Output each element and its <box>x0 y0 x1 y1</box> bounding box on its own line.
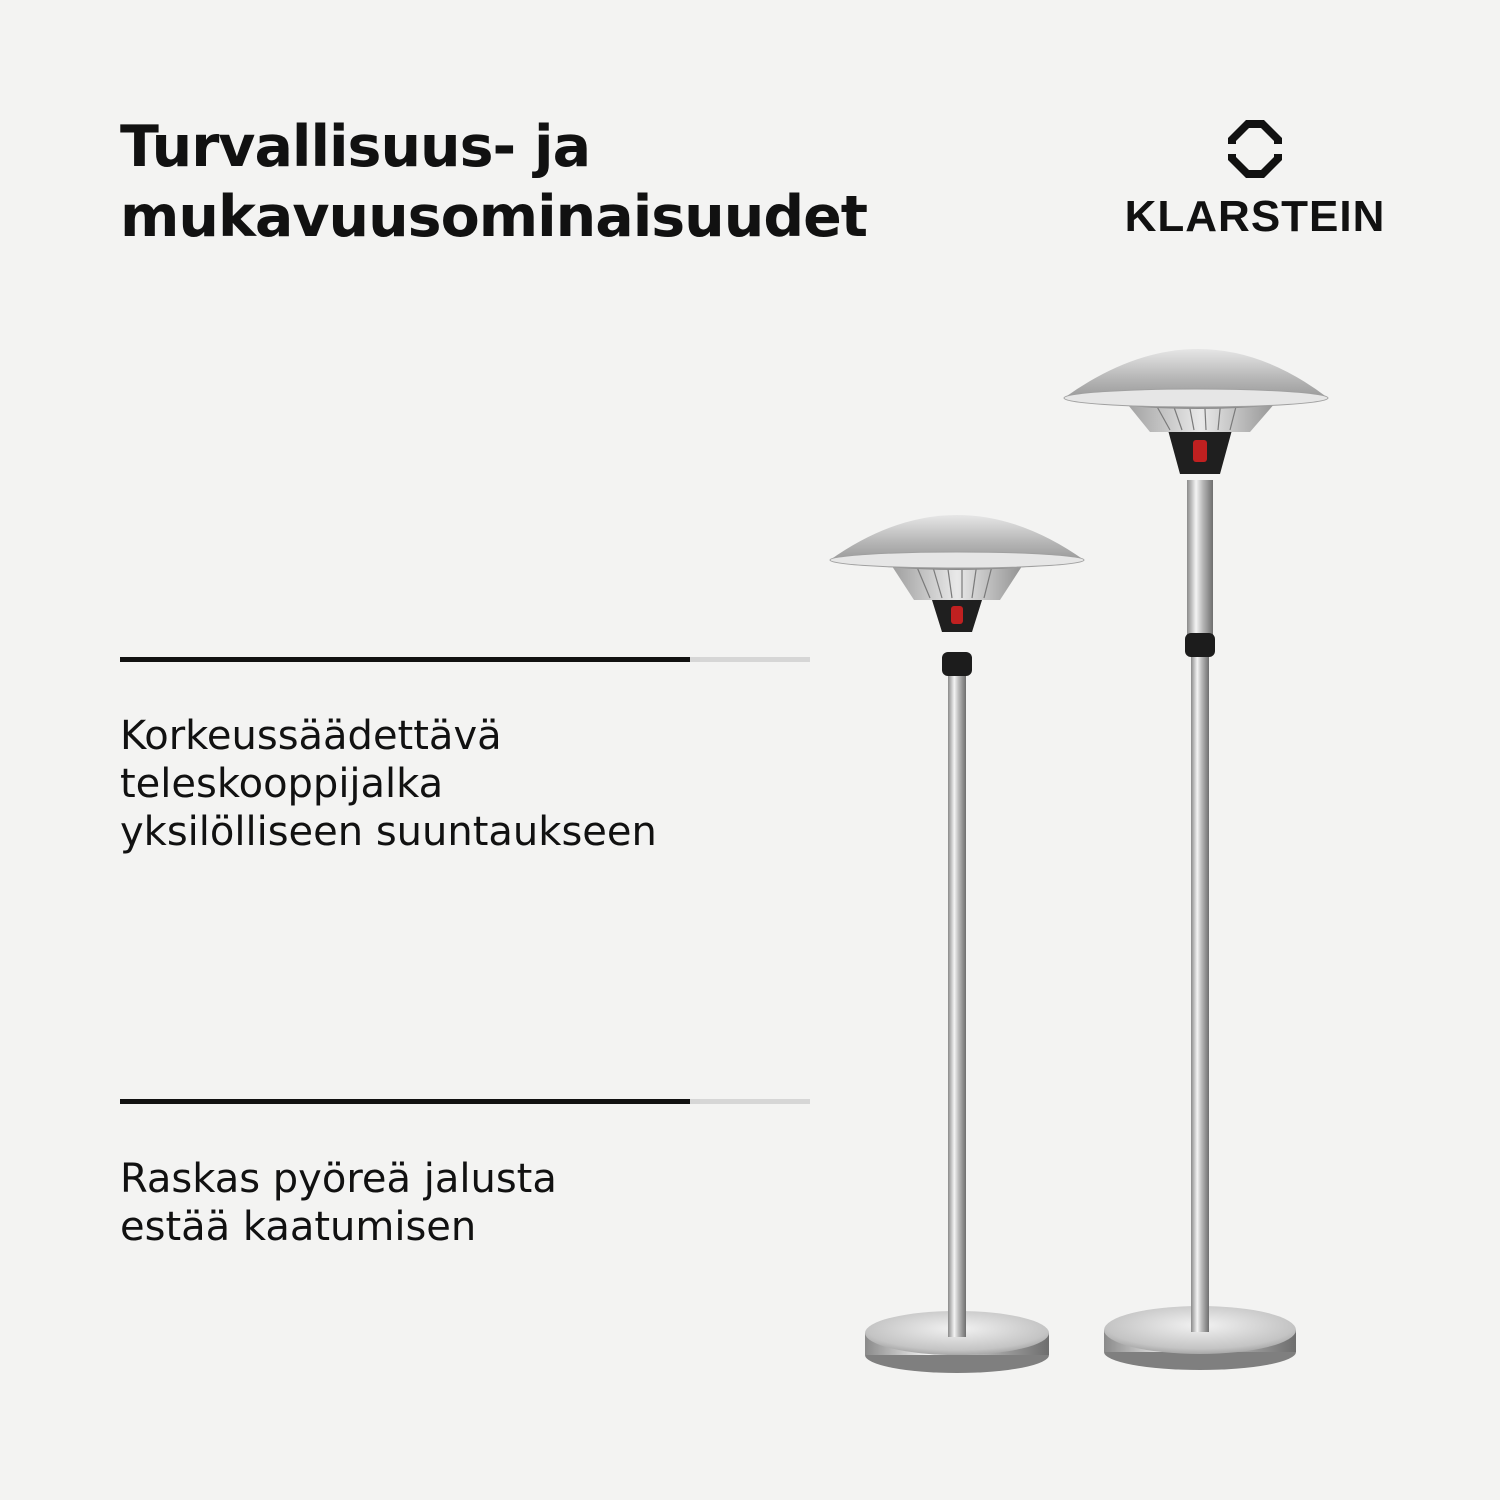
klarstein-logo-icon <box>1224 118 1286 180</box>
divider-fill <box>120 657 690 662</box>
feature-1-line-2: teleskooppijalka <box>120 761 444 807</box>
feature-1-line-3: yksilölliseen suuntaukseen <box>120 809 657 855</box>
feature-1-line-1: Korkeussäädettävä <box>120 713 502 759</box>
feature-divider-2 <box>120 1099 810 1104</box>
feature-divider-1 <box>120 657 810 662</box>
brand-name: KLARSTEIN <box>1124 192 1386 241</box>
feature-2-line-2: estää kaatumisen <box>120 1204 477 1250</box>
title-line-1: Turvallisuus- ja <box>120 114 591 180</box>
feature-text-2 <box>120 1155 557 1251</box>
title-line-2: mukavuusominaisuudet <box>120 184 868 250</box>
divider-fill <box>120 1099 690 1104</box>
two-patio-heaters-image <box>800 330 1360 1400</box>
feature-text-1 <box>120 712 657 856</box>
page-title <box>120 112 867 252</box>
brand-logo <box>1120 118 1390 242</box>
heater-tall <box>1064 349 1328 1370</box>
heater-short <box>830 515 1084 1373</box>
feature-2-line-1: Raskas pyöreä jalusta <box>120 1156 557 1202</box>
